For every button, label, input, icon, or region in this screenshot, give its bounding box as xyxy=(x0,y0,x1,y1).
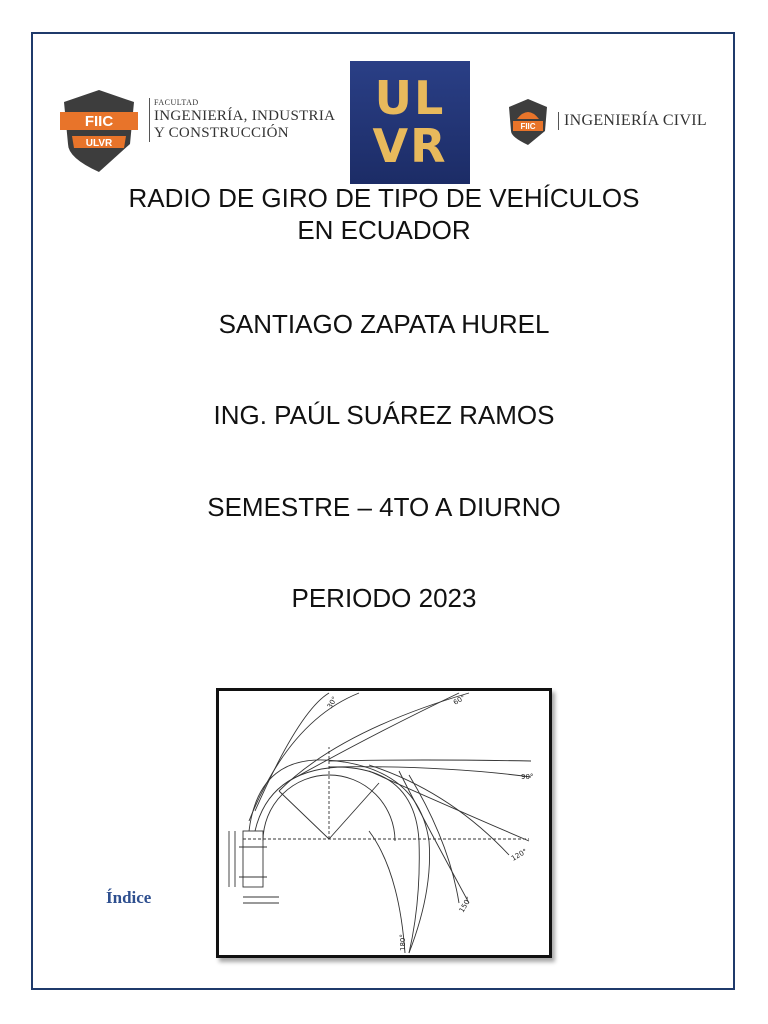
title-line-1: RADIO DE GIRO DE TIPO DE VEHÍCULOS xyxy=(128,183,640,213)
faculty-small-label: FACULTAD xyxy=(154,98,199,107)
angle-label-90: 90° xyxy=(521,773,534,781)
teacher-name: ING. PAÚL SUÁREZ RAMOS xyxy=(213,400,555,430)
angle-label-120: 120° xyxy=(510,847,529,863)
semester-label: SEMESTRE – 4TO A DIURNO xyxy=(207,492,561,522)
ulvr-logo-line-1: UL xyxy=(374,71,446,125)
turning-radius-drawing xyxy=(219,691,549,955)
title-line-2: EN ECUADOR xyxy=(297,215,471,245)
faculty-name xyxy=(149,98,335,142)
student-name: SANTIAGO ZAPATA HUREL xyxy=(218,309,550,339)
period-label: PERIODO 2023 xyxy=(291,583,477,613)
angle-label-60: 60° xyxy=(452,693,467,707)
ulvr-logo-small-text: ULVR xyxy=(85,138,113,149)
faculty-line-1: INGENIERÍA, INDUSTRIA xyxy=(154,108,336,124)
civil-engineering-logo xyxy=(505,97,551,147)
angle-label-180: 180° xyxy=(399,934,407,951)
document-title xyxy=(60,182,708,246)
angle-label-150: 150° xyxy=(457,895,474,914)
civil-logo-text: FIIC xyxy=(520,122,536,131)
ulvr-logo-line-2: VR xyxy=(372,119,448,173)
fiic-logo-text: FIIC xyxy=(84,113,114,130)
toc-heading[interactable]: Índice xyxy=(106,888,152,907)
ulvr-logo xyxy=(350,61,470,184)
angle-label-30: 30° xyxy=(325,695,339,710)
turning-radius-diagram xyxy=(216,688,552,958)
fiic-shield-logo xyxy=(58,88,140,174)
faculty-line-2: Y CONSTRUCCIÓN xyxy=(154,125,289,141)
civil-engineering-label: INGENIERÍA CIVIL xyxy=(558,112,707,130)
